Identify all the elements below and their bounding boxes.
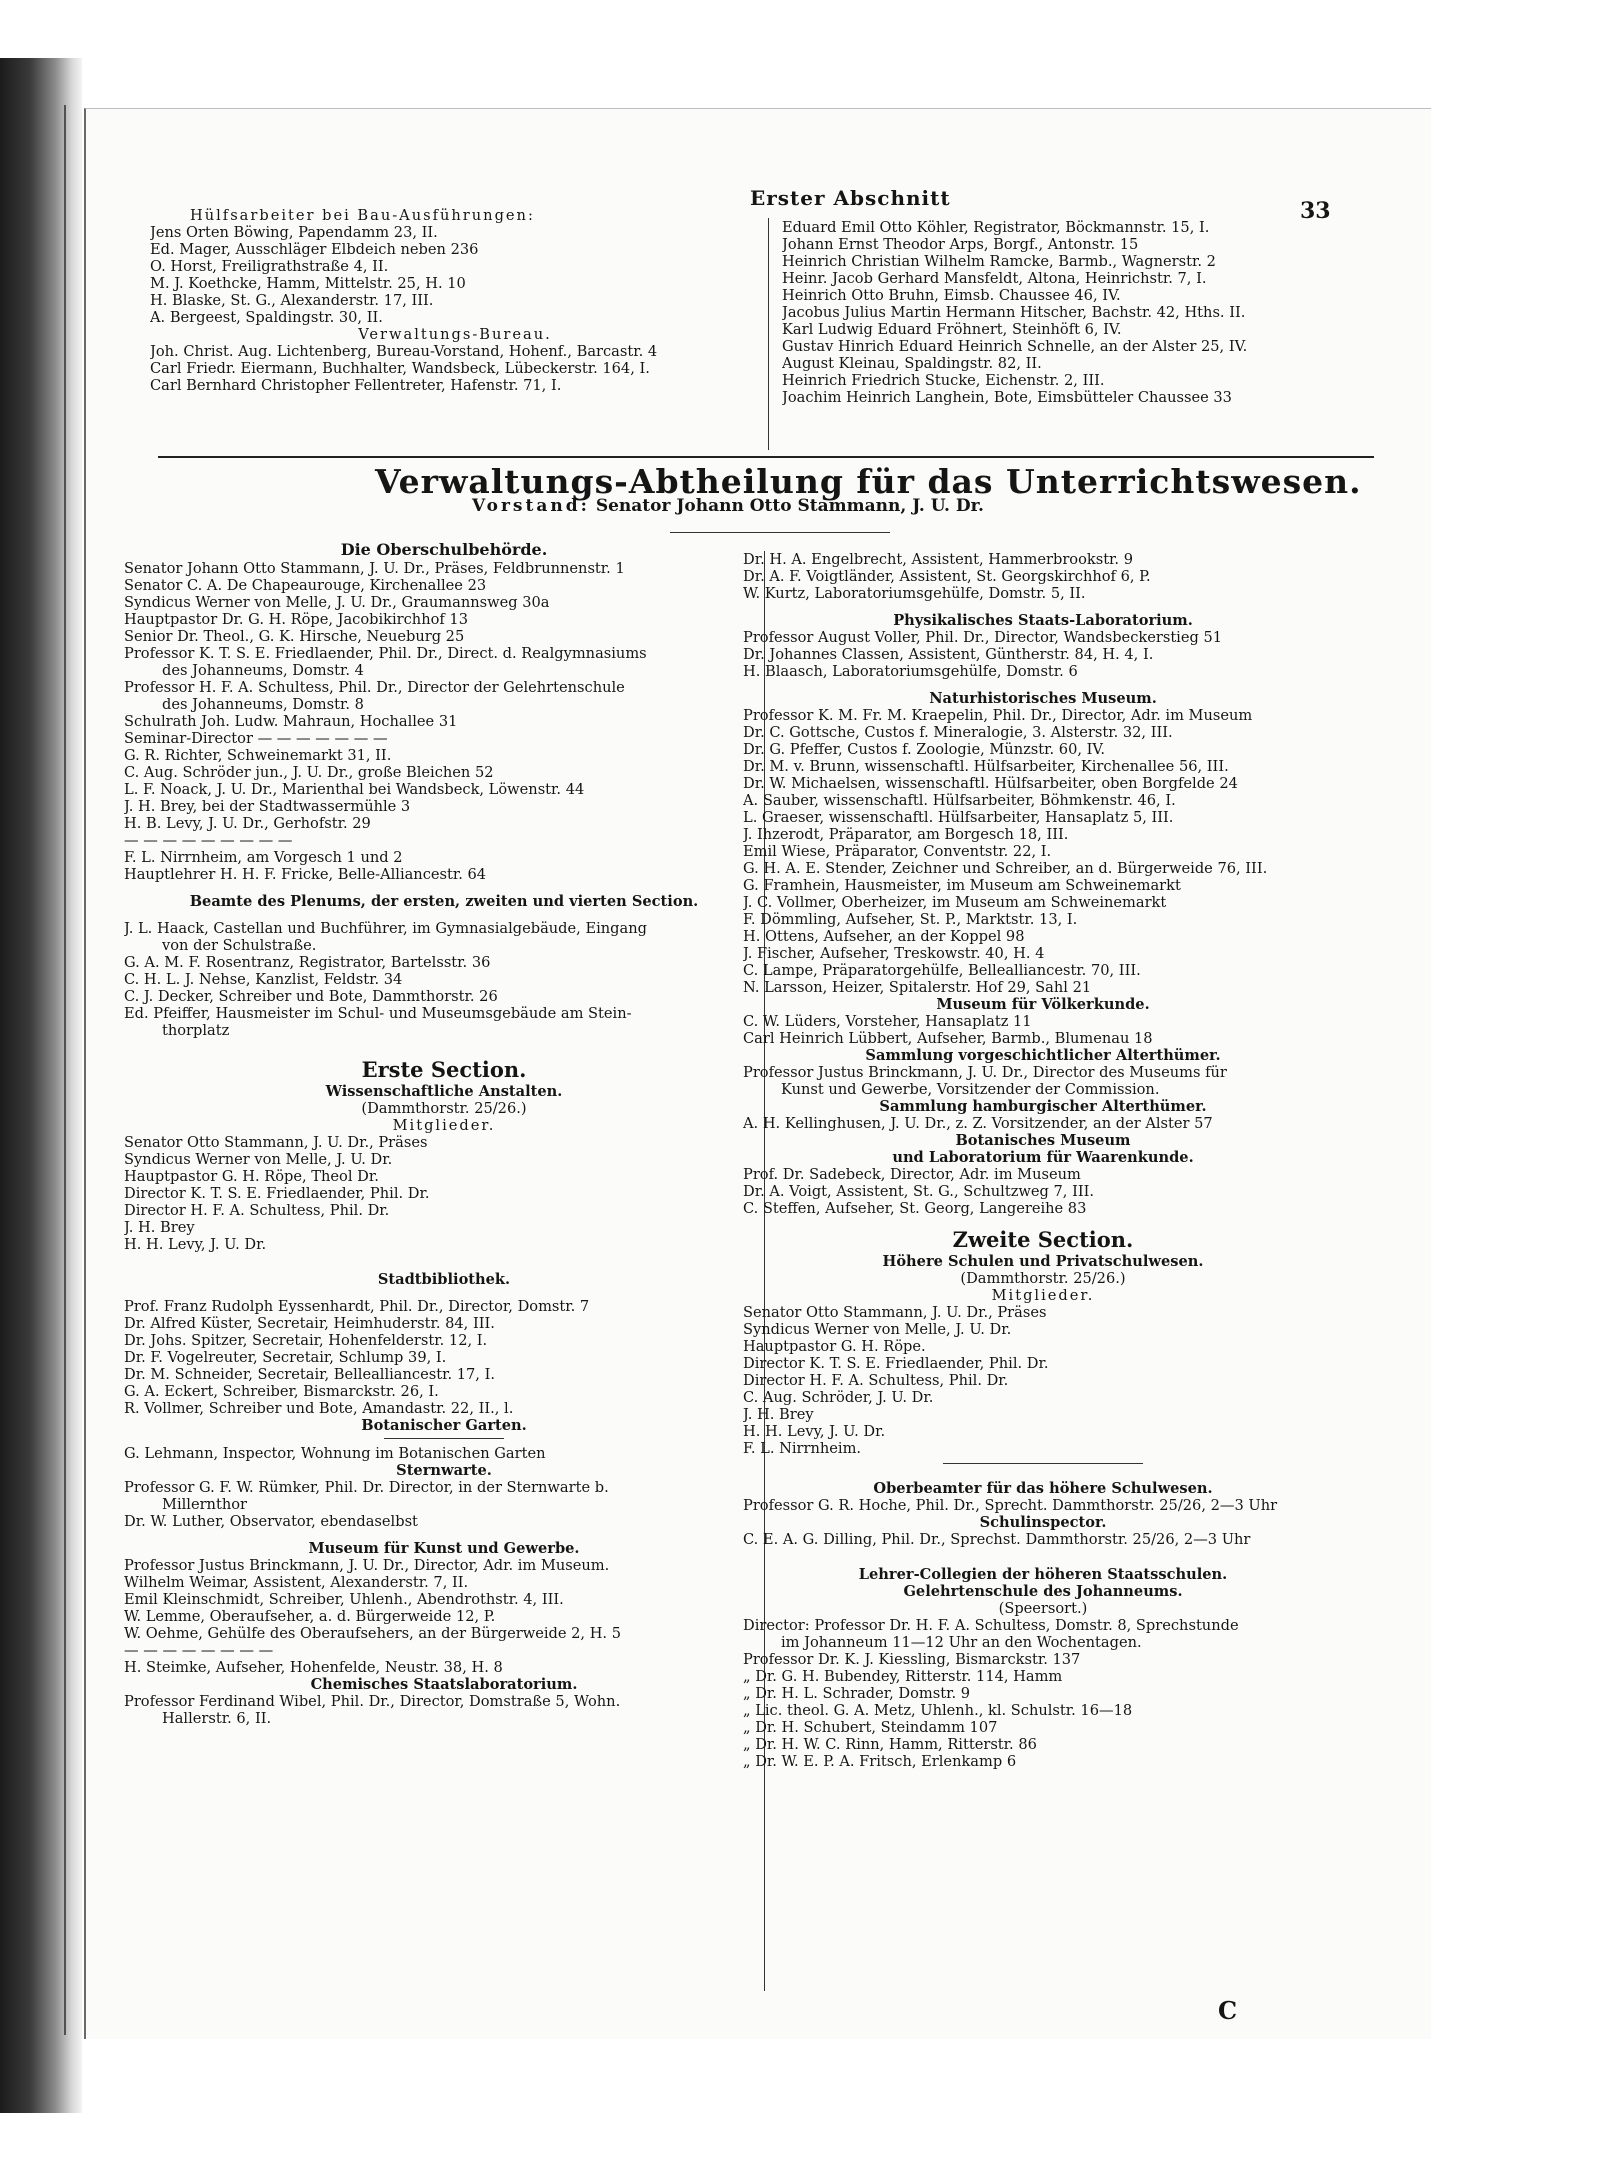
- entry-line: C. Aug. Schröder jun., J. U. Dr., große Bleichen 52: [124, 764, 494, 781]
- entry-line: — — — — — — — — —: [124, 832, 293, 849]
- entry-line: von der Schulstraße.: [162, 937, 317, 954]
- entry-line: G. Lehmann, Inspector, Wohnung im Botanischen Garten: [124, 1445, 546, 1462]
- physikalisches-heading: Physikalisches Staats-Laboratorium.: [893, 612, 1193, 629]
- entry-line: J. Fischer, Aufseher, Treskowstr. 40, H. 4: [743, 945, 1045, 962]
- entry-line: Prof. Dr. Sadebeck, Director, Adr. im Museum: [743, 1166, 1081, 1183]
- entry-line: Heinrich Otto Bruhn, Eimsb. Chaussee 46, IV.: [782, 287, 1121, 304]
- hilfsarbeiter-heading: Hülfsarbeiter bei Bau-Ausführungen:: [190, 207, 535, 224]
- registry-list: [782, 219, 1342, 406]
- entry-line: Carl Heinrich Lübbert, Aufseher, Barmb., Blumenau 18: [743, 1030, 1153, 1047]
- main-title: Verwaltungs-Abtheilung für das Unterrichtswesen.: [375, 462, 1362, 501]
- entry-line: Professor K. M. Fr. M. Kraepelin, Phil. Dr., Director, Adr. im Museum: [743, 707, 1253, 724]
- top-right-column: [782, 219, 1342, 406]
- entry-line: „ Dr. H. W. C. Rinn, Hamm, Ritterstr. 86: [743, 1736, 1037, 1753]
- page-number: 33: [1300, 198, 1331, 224]
- entry-line: Director H. F. A. Schultess, Phil. Dr.: [743, 1372, 1009, 1389]
- mitglieder-label: Mitglieder.: [392, 1117, 496, 1134]
- vorstand-value: Senator Johann Otto Stammann, J. U. Dr.: [595, 496, 984, 516]
- entry-line: Heinrich Christian Wilhelm Ramcke, Barmb., Wagnerstr. 2: [782, 253, 1216, 270]
- botanisches-museum-list: [743, 1166, 1343, 1217]
- entry-line: G. R. Richter, Schweinemarkt 31, II.: [124, 747, 392, 764]
- stadtbibliothek-list: [124, 1298, 764, 1417]
- binding-edge-line: [64, 105, 66, 2035]
- entry-line: Dr. G. Pfeffer, Custos f. Zoologie, Münzstr. 60, IV.: [743, 741, 1106, 758]
- entry-line: J. H. Brey: [743, 1406, 814, 1423]
- entry-line: G. A. M. F. Rosentranz, Registrator, Bartelsstr. 36: [124, 954, 491, 971]
- entry-line: Dr. W. Michaelsen, wissenschaftl. Hülfsarbeiter, oben Borgfelde 24: [743, 775, 1238, 792]
- entry-line: Kunst und Gewerbe, Vorsitzender der Commission.: [781, 1081, 1160, 1098]
- entry-line: August Kleinau, Spaldingstr. 82, II.: [782, 355, 1042, 372]
- entry-line: Heinrich Friedrich Stucke, Eichenstr. 2, III.: [782, 372, 1105, 389]
- entry-line: Millernthor: [162, 1496, 247, 1513]
- voelkerkunde-heading: Museum für Völkerkunde.: [936, 996, 1150, 1013]
- schulinspector-heading: Schulinspector.: [979, 1514, 1107, 1531]
- entry-line: L. F. Noack, J. U. Dr., Marienthal bei Wandsbeck, Löwenstr. 44: [124, 781, 585, 798]
- entry-line: H. H. Levy, J. U. Dr.: [124, 1236, 267, 1253]
- entry-line: Professor Dr. K. J. Kiessling, Bismarckstr. 137: [743, 1651, 1081, 1668]
- entry-line: Dr. Johs. Spitzer, Secretair, Hohenfelderstr. 12, I.: [124, 1332, 488, 1349]
- entry-line: Director K. T. S. E. Friedlaender, Phil. Dr.: [124, 1185, 430, 1202]
- entry-line: Eduard Emil Otto Köhler, Registrator, Böckmannstr. 15, I.: [782, 219, 1210, 236]
- entry-line: Hauptpastor G. H. Röpe.: [743, 1338, 926, 1355]
- left-column: [124, 540, 764, 1727]
- signature-mark: C: [1218, 1996, 1238, 2025]
- entry-line: Syndicus Werner von Melle, J. U. Dr.: [743, 1321, 1012, 1338]
- entry-line: „ Lic. theol. G. A. Metz, Uhlenh., kl. Schulstr. 16—18: [743, 1702, 1133, 1719]
- entry-line: Schulrath Joh. Ludw. Mahraun, Hochallee 31: [124, 713, 458, 730]
- entry-line: Professor Justus Brinckmann, J. U. Dr., Director, Adr. im Museum.: [124, 1557, 610, 1574]
- vorstand-label: Vorstand:: [472, 496, 590, 516]
- entry-line: Karl Ludwig Eduard Fröhnert, Steinhöft 6, IV.: [782, 321, 1122, 338]
- entry-line: C. E. A. G. Dilling, Phil. Dr., Sprechst. Dammthorstr. 25/26, 2—3 Uhr: [743, 1531, 1251, 1548]
- sternwarte-list: [124, 1479, 764, 1530]
- mitglieder-label-2: Mitglieder.: [991, 1287, 1095, 1304]
- entry-line: Wilhelm Weimar, Assistent, Alexanderstr. 7, II.: [124, 1574, 469, 1591]
- top-left-column: [150, 207, 760, 394]
- botanisches-museum-heading: Botanisches Museum: [955, 1132, 1131, 1149]
- entry-line: N. Larsson, Heizer, Spitalerstr. Hof 29, Sahl 21: [743, 979, 1092, 996]
- bureau-heading: Verwaltungs-Bureau.: [358, 326, 552, 343]
- entry-line: „ Dr. W. E. P. A. Fritsch, Erlenkamp 6: [743, 1753, 1017, 1770]
- entry-line: Dr. A. Voigt, Assistent, St. G., Schultzweg 7, III.: [743, 1183, 1095, 1200]
- entry-line: Ed. Mager, Ausschläger Elbdeich neben 236: [150, 241, 479, 258]
- mitglieder-list-2: [743, 1304, 1343, 1457]
- hoehere-schulen-address: (Dammthorstr. 25/26.): [960, 1270, 1126, 1287]
- entry-line: G. A. Eckert, Schreiber, Bismarckstr. 26, I.: [124, 1383, 439, 1400]
- entry-line: Professor K. T. S. E. Friedlaender, Phil. Dr., Direct. d. Realgymnasiums: [124, 645, 647, 662]
- entry-line: Dr. Johannes Classen, Assistent, Güntherstr. 84, H. 4, I.: [743, 646, 1154, 663]
- entry-line: M. J. Koethcke, Hamm, Mittelstr. 25, H. 10: [150, 275, 466, 292]
- entry-line: G. H. A. E. Stender, Zeichner und Schreiber, an d. Bürgerweide 76, III.: [743, 860, 1268, 877]
- entry-line: Hallerstr. 6, II.: [162, 1710, 272, 1727]
- entry-line: H. Steimke, Aufseher, Hohenfelde, Neustr. 38, H. 8: [124, 1659, 503, 1676]
- gelehrtenschule-list: [743, 1617, 1343, 1770]
- entry-line: — — — — — — — —: [124, 1642, 274, 1659]
- entry-line: Professor H. F. A. Schultess, Phil. Dr., Director der Gelehrtenschule: [124, 679, 625, 696]
- entry-line: Seminar-Director — — — — — — —: [124, 730, 388, 747]
- entry-line: C. J. Decker, Schreiber und Bote, Dammthorstr. 26: [124, 988, 498, 1005]
- entry-line: R. Vollmer, Schreiber und Bote, Amandastr. 22, II., l.: [124, 1400, 514, 1417]
- entry-line: des Johanneums, Domstr. 4: [162, 662, 364, 679]
- entry-line: Dr. H. A. Engelbrecht, Assistent, Hammerbrookstr. 9: [743, 551, 1133, 568]
- oberbeamter-heading: Oberbeamter für das höhere Schulwesen.: [873, 1480, 1213, 1497]
- entry-line: J. Ihzerodt, Präparator, am Borgesch 18, III.: [743, 826, 1069, 843]
- entry-line: L. Graeser, wissenschaftl. Hülfsarbeiter, Hansaplatz 5, III.: [743, 809, 1174, 826]
- entry-line: Carl Friedr. Eiermann, Buchhalter, Wandsbeck, Lübeckerstr. 164, I.: [150, 360, 650, 377]
- top-column-divider: [768, 218, 769, 450]
- bureau-list: [150, 343, 760, 394]
- museum-kunst-list: [124, 1557, 764, 1676]
- erste-section-heading: Erste Section.: [361, 1057, 527, 1082]
- sternwarte-heading: Sternwarte.: [396, 1462, 492, 1479]
- entry-line: J. C. Vollmer, Oberheizer, im Museum am Schweinemarkt: [743, 894, 1167, 911]
- entry-line: A. Bergeest, Spaldingstr. 30, II.: [150, 309, 383, 326]
- entry-line: Professor G. F. W. Rümker, Phil. Dr. Director, in der Sternwarte b.: [124, 1479, 609, 1496]
- schulinspector-list: [743, 1531, 1343, 1548]
- wissenschaftliche-heading: Wissenschaftliche Anstalten.: [325, 1083, 563, 1100]
- oberbeamter-list: [743, 1497, 1343, 1514]
- entry-line: Ed. Pfeiffer, Hausmeister im Schul- und Museumsgebäude am Stein-: [124, 1005, 632, 1022]
- entry-line: O. Horst, Freiligrathstraße 4, II.: [150, 258, 389, 275]
- entry-line: Senator Johann Otto Stammann, J. U. Dr., Präses, Feldbrunnenstr. 1: [124, 560, 625, 577]
- entry-line: im Johanneum 11—12 Uhr an den Wochentagen.: [781, 1634, 1142, 1651]
- entry-line: F. L. Nirrnheim, am Vorgesch 1 und 2: [124, 849, 403, 866]
- entry-line: Dr. M. Schneider, Secretair, Bellealliancestr. 17, I.: [124, 1366, 495, 1383]
- assistant-list: [743, 551, 1343, 602]
- hilfsarbeiter-list: [150, 224, 760, 326]
- entry-line: Dr. F. Vogelreuter, Secretair, Schlump 39, I.: [124, 1349, 447, 1366]
- entry-line: F. Dömmling, Aufseher, St. P., Marktstr. 13, I.: [743, 911, 1078, 928]
- entry-line: W. Kurtz, Laboratoriumsgehülfe, Domstr. 5, II.: [743, 585, 1086, 602]
- beamte-list: [124, 920, 764, 1039]
- voelkerkunde-list: [743, 1013, 1343, 1047]
- vorgeschichtlich-heading: Sammlung vorgeschichtlicher Alterthümer.: [865, 1047, 1221, 1064]
- entry-line: A. H. Kellinghusen, J. U. Dr., z. Z. Vorsitzender, an der Alster 57: [743, 1115, 1213, 1132]
- entry-line: C. Lampe, Präparatorgehülfe, Bellealliancestr. 70, III.: [743, 962, 1141, 979]
- entry-line: Heinr. Jacob Gerhard Mansfeldt, Altona, Heinrichstr. 7, I.: [782, 270, 1207, 287]
- entry-line: Senior Dr. Theol., G. K. Hirsche, Neueburg 25: [124, 628, 465, 645]
- naturhistorisches-heading: Naturhistorisches Museum.: [929, 690, 1157, 707]
- entry-line: G. Framhein, Hausmeister, im Museum am Schweinemarkt: [743, 877, 1181, 894]
- entry-line: Hauptlehrer H. H. F. Fricke, Belle-Alliancestr. 64: [124, 866, 487, 883]
- entry-line: Dr. Alfred Küster, Secretair, Heimhuderstr. 84, III.: [124, 1315, 495, 1332]
- entry-line: Director H. F. A. Schultess, Phil. Dr.: [124, 1202, 390, 1219]
- vorstand-line: [472, 496, 984, 516]
- entry-line: Emil Kleinschmidt, Schreiber, Uhlenh., Abendrothstr. 4, III.: [124, 1591, 564, 1608]
- stadtbibliothek-heading: Stadtbibliothek.: [377, 1271, 511, 1288]
- chemisches-list: [124, 1693, 764, 1727]
- entry-line: Syndicus Werner von Melle, J. U. Dr.: [124, 1151, 393, 1168]
- entry-line: Professor August Voller, Phil. Dr., Director, Wandsbeckerstieg 51: [743, 629, 1223, 646]
- entry-line: Professor G. R. Hoche, Phil. Dr., Sprecht. Dammthorstr. 25/26, 2—3 Uhr: [743, 1497, 1278, 1514]
- title-underline: [670, 532, 890, 533]
- gelehrtenschule-address: (Speersort.): [998, 1600, 1088, 1617]
- entry-line: Joachim Heinrich Langhein, Bote, Eimsbütteler Chaussee 33: [782, 389, 1232, 406]
- right-column: [743, 551, 1343, 1770]
- zweite-section-heading: Zweite Section.: [952, 1227, 1134, 1252]
- entry-line: Syndicus Werner von Melle, J. U. Dr., Graumannsweg 30a: [124, 594, 550, 611]
- entry-line: H. Ottens, Aufseher, an der Koppel 98: [743, 928, 1025, 945]
- hoehere-schulen-heading: Höhere Schulen und Privatschulwesen.: [882, 1253, 1204, 1270]
- entry-line: H. Blaske, St. G., Alexanderstr. 17, III.: [150, 292, 434, 309]
- entry-line: Dr. C. Gottsche, Custos f. Mineralogie, 3. Alsterstr. 32, III.: [743, 724, 1173, 741]
- hamburgisch-heading: Sammlung hamburgischer Alterthümer.: [879, 1098, 1207, 1115]
- hamburgisch-list: [743, 1115, 1343, 1132]
- entry-line: Dr. W. Luther, Observator, ebendaselbst: [124, 1513, 418, 1530]
- vorgeschichtlich-list: [743, 1064, 1343, 1098]
- museum-kunst-heading: Museum für Kunst und Gewerbe.: [308, 1540, 580, 1557]
- physikalisches-list: [743, 629, 1343, 680]
- entry-line: „ Dr. H. L. Schrader, Domstr. 9: [743, 1685, 971, 1702]
- beamte-heading: Beamte des Plenums, der ersten, zweiten und vierten Section.: [189, 893, 699, 910]
- entry-line: F. L. Nirrnheim.: [743, 1440, 862, 1457]
- wissenschaftliche-address: (Dammthorstr. 25/26.): [361, 1100, 527, 1117]
- entry-line: Dr. M. v. Brunn, wissenschaftl. Hülfsarbeiter, Kirchenallee 56, III.: [743, 758, 1229, 775]
- entry-line: J. H. Brey: [124, 1219, 195, 1236]
- entry-line: A. Sauber, wissenschaftl. Hülfsarbeiter, Böhmkenstr. 46, I.: [743, 792, 1176, 809]
- entry-line: Emil Wiese, Präparator, Conventstr. 22, I.: [743, 843, 1052, 860]
- entry-line: J. L. Haack, Castellan und Buchführer, im Gymnasialgebäude, Eingang: [124, 920, 647, 937]
- entry-line: Hauptpastor Dr. G. H. Röpe, Jacobikirchhof 13: [124, 611, 469, 628]
- entry-line: H. H. Levy, J. U. Dr.: [743, 1423, 886, 1440]
- entry-line: H. Blaasch, Laboratoriumsgehülfe, Domstr. 6: [743, 663, 1078, 680]
- entry-line: Professor Ferdinand Wibel, Phil. Dr., Director, Domstraße 5, Wohn.: [124, 1693, 621, 1710]
- entry-line: Prof. Franz Rudolph Eyssenhardt, Phil. Dr., Director, Domstr. 7: [124, 1298, 590, 1315]
- entry-line: C. Steffen, Aufseher, St. Georg, Langereihe 83: [743, 1200, 1087, 1217]
- entry-line: Professor Justus Brinckmann, J. U. Dr., Director des Museums für: [743, 1064, 1227, 1081]
- entry-line: Director: Professor Dr. H. F. A. Schultess, Domstr. 8, Sprechstunde: [743, 1617, 1239, 1634]
- entry-line: Carl Bernhard Christopher Fellentreter, Hafenstr. 71, I.: [150, 377, 562, 394]
- entry-line: Senator C. A. De Chapeaurouge, Kirchenallee 23: [124, 577, 487, 594]
- waarenkunde-heading: und Laboratorium für Waarenkunde.: [892, 1149, 1194, 1166]
- botanischer-garten-list: [124, 1445, 764, 1462]
- entry-line: Director K. T. S. E. Friedlaender, Phil. Dr.: [743, 1355, 1049, 1372]
- entry-line: C. Aug. Schröder, J. U. Dr.: [743, 1389, 934, 1406]
- entry-line: W. Oehme, Gehülfe des Oberaufsehers, an der Bürgerweide 2, H. 5: [124, 1625, 621, 1642]
- entry-line: C. H. L. J. Nehse, Kanzlist, Feldstr. 34: [124, 971, 403, 988]
- mitglieder-list: [124, 1134, 764, 1253]
- entry-line: Jens Orten Böwing, Papendamm 23, II.: [150, 224, 438, 241]
- entry-line: Johann Ernst Theodor Arps, Borgf., Antonstr. 15: [782, 236, 1139, 253]
- oberschulbehoerde-list: [124, 560, 764, 883]
- botanischer-garten-heading: Botanischer Garten.: [361, 1417, 527, 1434]
- entry-line: des Johanneums, Domstr. 8: [162, 696, 364, 713]
- entry-line: H. B. Levy, J. U. Dr., Gerhofstr. 29: [124, 815, 371, 832]
- book-binding-shadow: [0, 58, 82, 2113]
- entry-line: „ Dr. H. Schubert, Steindamm 107: [743, 1719, 998, 1736]
- gelehrtenschule-heading: Gelehrtenschule des Johanneums.: [903, 1583, 1183, 1600]
- oberschulbehoerde-heading: Die Oberschulbehörde.: [340, 540, 548, 559]
- entry-line: Senator Otto Stammann, J. U. Dr., Präses: [124, 1134, 428, 1151]
- entry-line: W. Lemme, Oberaufseher, a. d. Bürgerweide 12, P.: [124, 1608, 496, 1625]
- entry-line: J. H. Brey, bei der Stadtwassermühle 3: [124, 798, 411, 815]
- chemisches-heading: Chemisches Staatslaboratorium.: [310, 1676, 578, 1693]
- entry-line: Senator Otto Stammann, J. U. Dr., Präses: [743, 1304, 1047, 1321]
- entry-line: thorplatz: [162, 1022, 230, 1039]
- entry-line: C. W. Lüders, Vorsteher, Hansaplatz 11: [743, 1013, 1032, 1030]
- entry-line: Gustav Hinrich Eduard Heinrich Schnelle, an der Alster 25, IV.: [782, 338, 1248, 355]
- lehrer-collegien-heading: Lehrer-Collegien der höheren Staatsschulen.: [858, 1566, 1228, 1583]
- entry-line: Hauptpastor G. H. Röpe, Theol Dr.: [124, 1168, 379, 1185]
- entry-line: „ Dr. G. H. Bubendey, Ritterstr. 114, Hamm: [743, 1668, 1063, 1685]
- running-head: Erster Abschnitt: [750, 186, 951, 210]
- section-rule: [158, 456, 1374, 458]
- naturhistorisches-list: [743, 707, 1343, 996]
- entry-line: Jacobus Julius Martin Hermann Hitscher, Bachstr. 42, Hths. II.: [782, 304, 1246, 321]
- entry-line: Dr. A. F. Voigtländer, Assistent, St. Georgskirchhof 6, P.: [743, 568, 1151, 585]
- entry-line: Joh. Christ. Aug. Lichtenberg, Bureau-Vorstand, Hohenf., Barcastr. 4: [150, 343, 658, 360]
